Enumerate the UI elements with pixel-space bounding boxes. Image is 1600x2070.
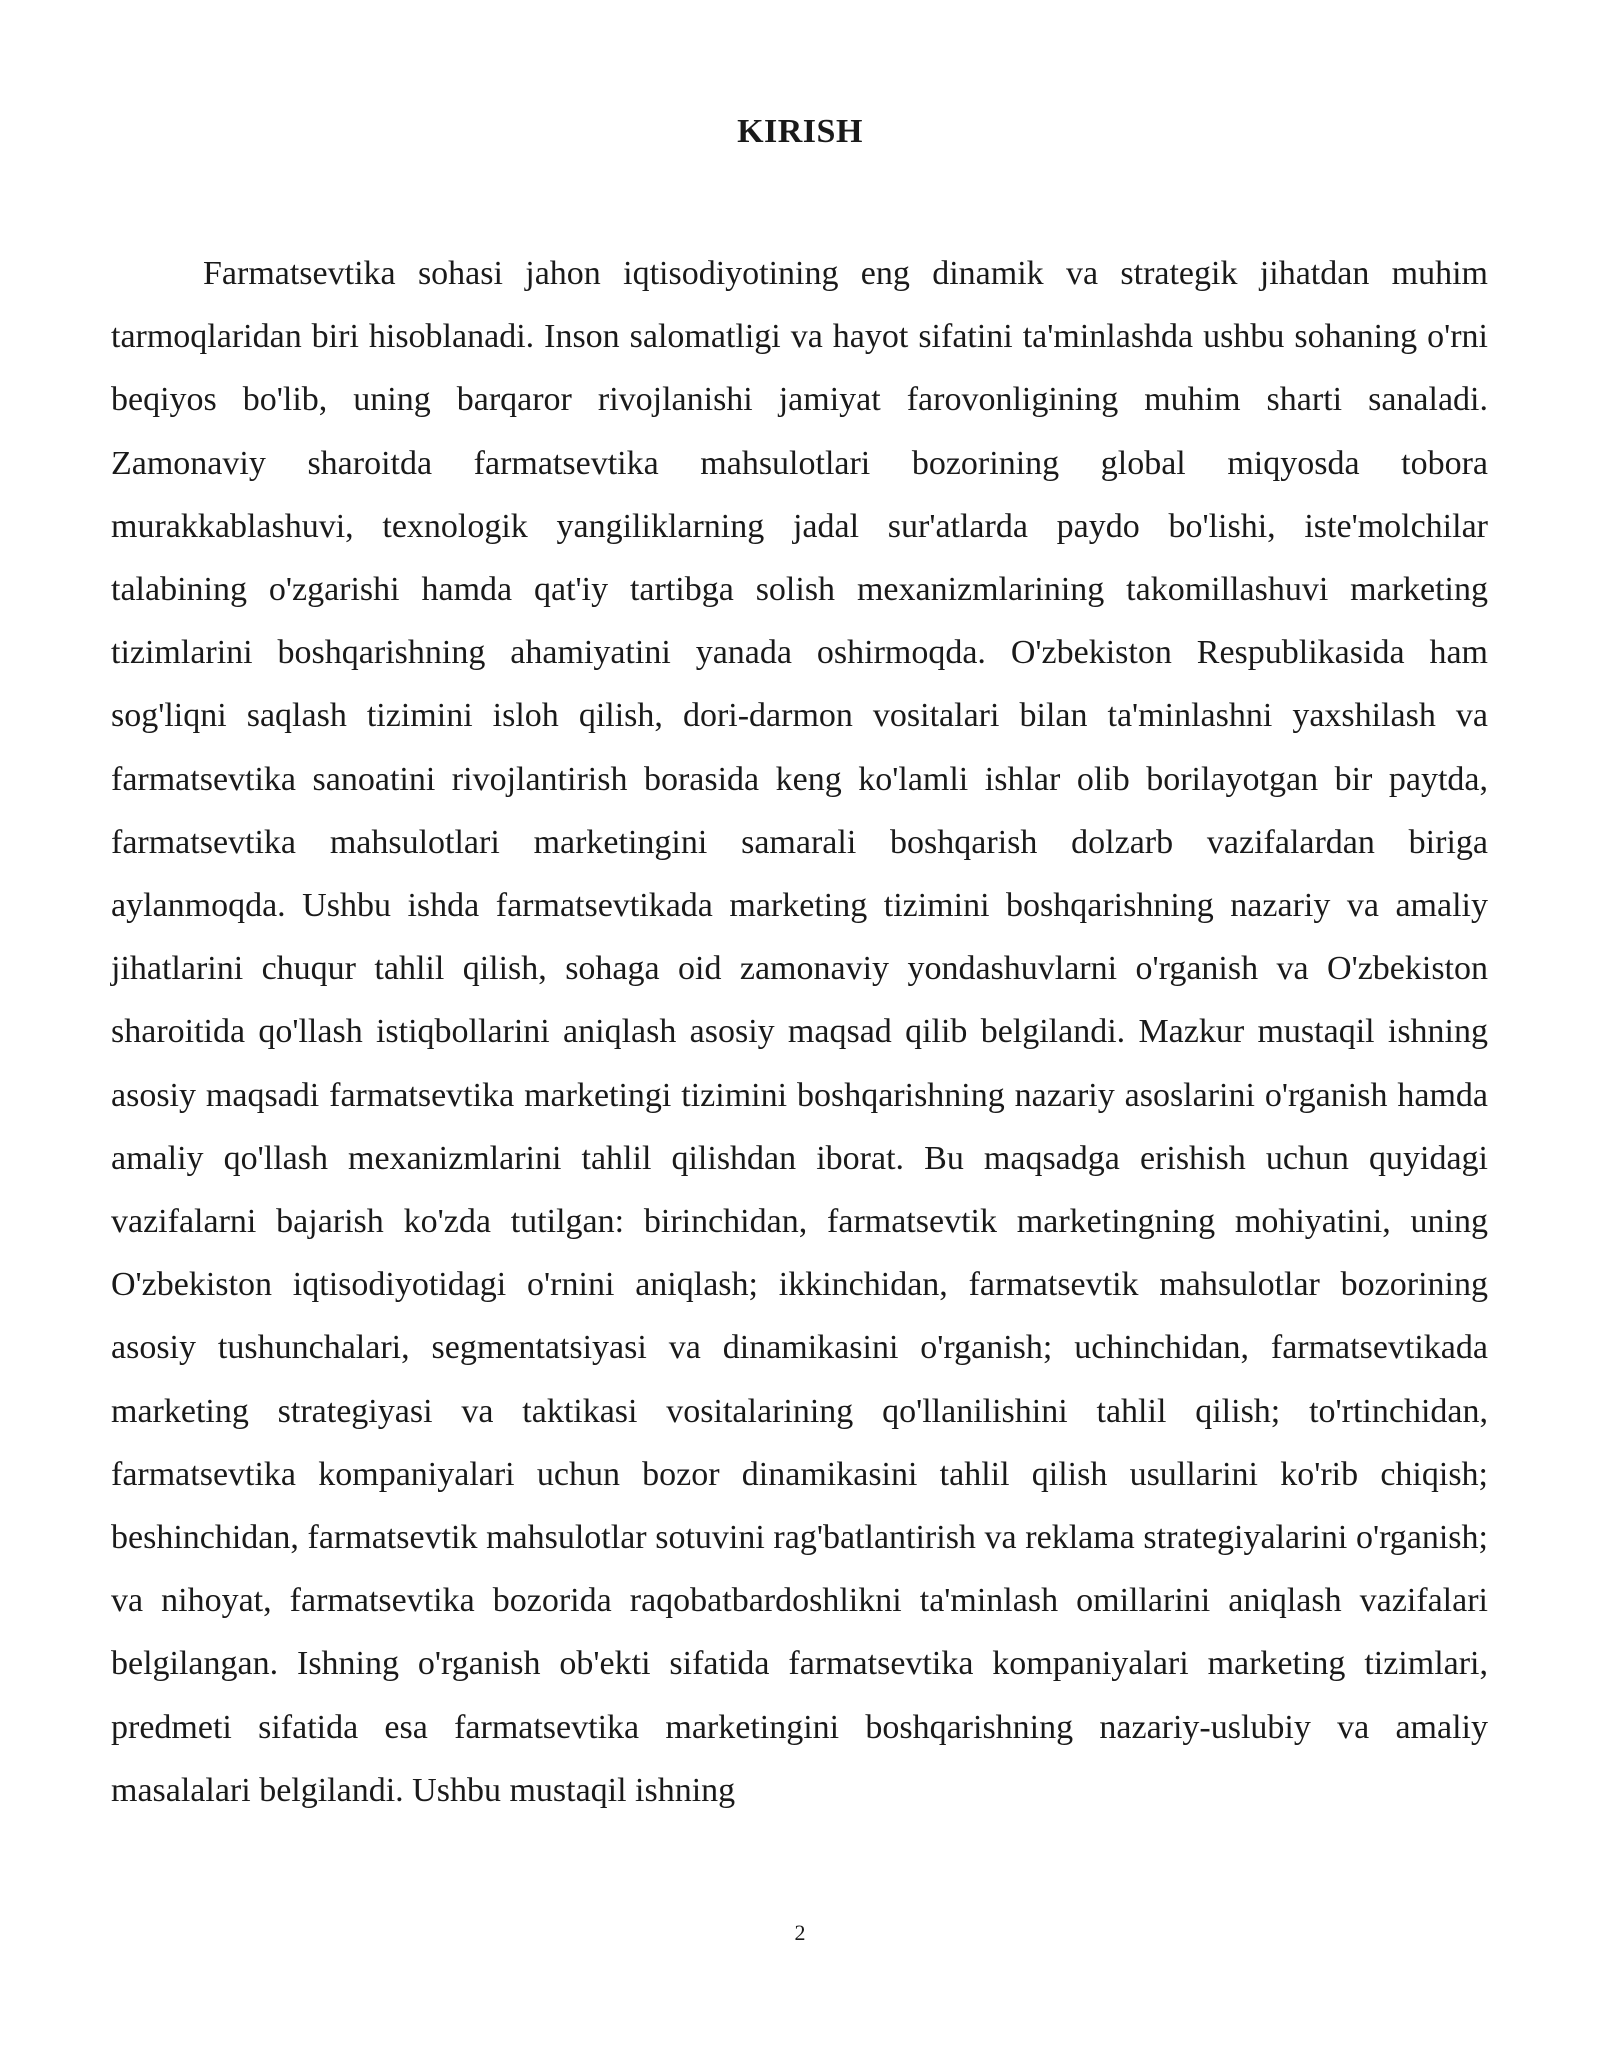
body-paragraph: Farmatsevtika sohasi jahon iqtisodiyotining eng dinamik va strategik jihatdan muhim tarmoqlaridan biri hisoblanadi. Inson salomatligi va hayot sifatini ta'minlashda ushbu sohaning o'rni beqiyos bo'lib, uning barqaror rivojlanishi jamiyat farovonligining muhim sharti sanaladi. Zamonaviy sharoitda farmatsevtika mahsulotlari bozorining global miqyosda tobora murakkablashuvi, texnologik yangiliklarning jadal sur'atlarda paydo bo'lishi, iste'molchilar talabining o'zgarishi hamda qat'iy tartibga solish mexanizmlarining takomillashuvi marketing tizimlarini boshqarishning ahamiyatini yanada oshirmoqda. O'zbekiston Respublikasida ham sog'liqni saqlash tizimini isloh qilish, dori-darmon vositalari bilan ta'minlashni yaxshilash va farmatsevtika sanoatini rivojlantirish borasida keng ko'lamli ishlar olib borilayotgan bir paytda, farmatsevtika mahsulotlari marketingini samarali boshqarish dolzarb vazifalardan biriga aylanmoqda. Ushbu ishda farmatsevtikada marketing tizimini boshqarishning nazariy va amaliy jihatlarini chuqur tahlil qilish, sohaga oid zamonaviy yondashuvlarni o'rganish va O'zbekiston sharoitida qo'llash istiqbollarini aniqlash asosiy maqsad qilib belgilandi. Mazkur mustaqil ishning asosiy maqsadi farmatsevtika marketingi tizimini boshqarishning nazariy asoslarini o'rganish hamda amaliy qo'llash mexanizmlarini tahlil qilishdan iborat. Bu maqsadga erishish uchun quyidagi vazifalarni bajarish ko'zda tutilgan: birinchidan, farmatsevtik marketingning mohiyatini, uning O'zbekiston iqtisodiyotidagi o'rnini aniqlash; ikkinchidan, farmatsevtik mahsulotlar bozorining asosiy tushunchalari, segmentatsiyasi va dinamikasini o'rganish; uchinchidan, farmatsevtikada marketing strategiyasi va taktikasi vositalarining qo'llanilishini tahlil qilish; to'rtinchidan, farmatsevtika kompaniyalari uchun bozor dinamikasini tahlil qilish usullarini ko'rib chiqish; beshinchidan, farmatsevtik mahsulotlar sotuvini rag'batlantirish va reklama strategiyalarini o'rganish; va nihoyat, farmatsevtika bozorida raqobatbardoshlikni ta'minlash omillarini aniqlash vazifalari belgilangan. Ishning o'rganish ob'ekti sifatida farmatsevtika kompaniyalari marketing tizimlari, predmeti sifatida esa farmatsevtika marketingini boshqarishning nazariy-uslubiy va amaliy masalalari belgilandi. Ushbu mustaqil ishning xyxy=(111,255,1488,1809)
page-title: KIRISH xyxy=(737,113,863,150)
page-number: 2 xyxy=(794,1920,806,1945)
